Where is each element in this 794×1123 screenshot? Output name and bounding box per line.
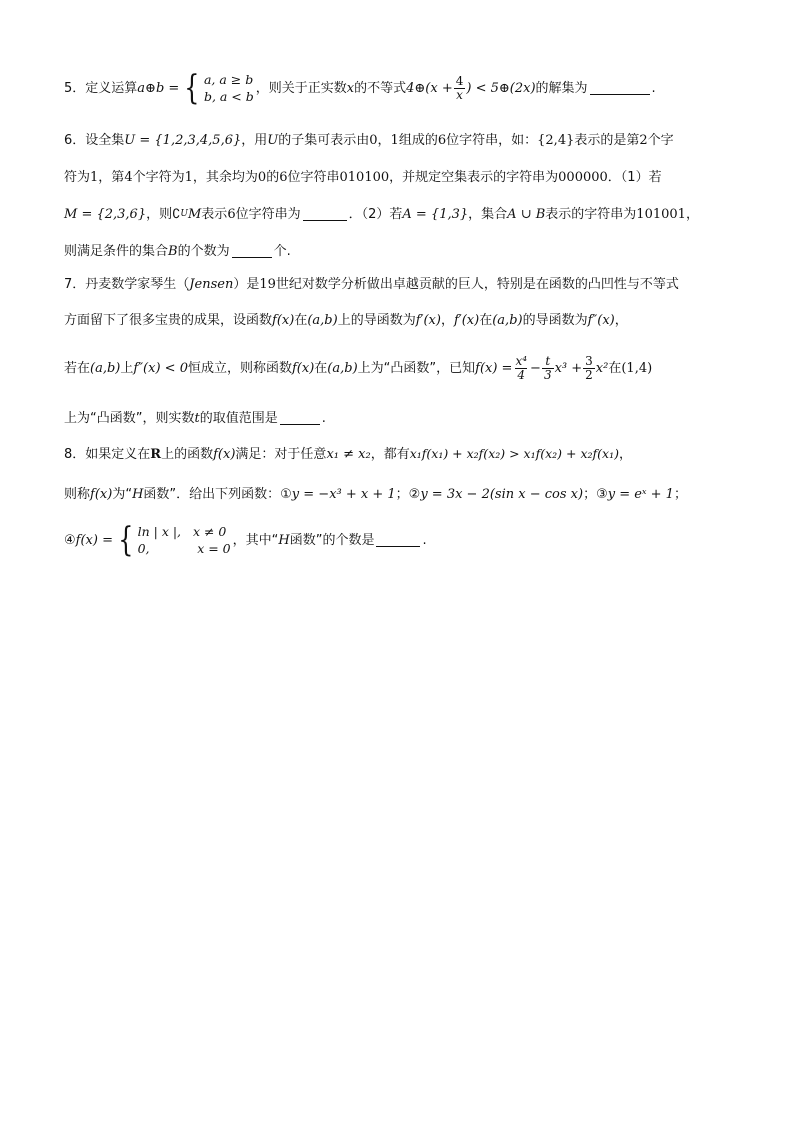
math-expression: f(x) — [213, 446, 236, 462]
text: . — [321, 410, 326, 426]
text: 的取值范围是 — [199, 410, 278, 426]
text: 若在 — [64, 360, 91, 376]
text: 为“ — [112, 486, 133, 502]
piecewise-definition — [181, 68, 254, 108]
math-expression: f(x) — [272, 312, 295, 328]
math-interval: (a,b) — [492, 312, 523, 328]
text: 在 — [314, 360, 328, 376]
math-interval: (a,b) — [307, 312, 338, 328]
numerator: t — [545, 353, 551, 368]
text: 组成的 — [398, 132, 438, 148]
question-7-line-2 — [64, 309, 734, 331]
math-expression: f′(x) — [453, 312, 480, 328]
math-variable: M — [187, 206, 202, 222]
text: 表示 — [201, 206, 228, 222]
text: 如果定义在 — [85, 446, 151, 462]
fraction — [454, 75, 466, 102]
case-row: 0, x = 0 — [137, 541, 231, 556]
text: 个字符为 — [132, 169, 185, 185]
text: 定义运算 — [85, 80, 138, 96]
bit-string: 000000 — [558, 169, 608, 185]
question-6-line-3: M = {2,3,6} ，则 ∁ U M 表示 6 位字符串为 ．（2）若 A = {1,3} ，集合 A ∪ B 表示的字符串为 101001 ， — [64, 206, 699, 222]
case-row: a, a ≥ b — [203, 72, 254, 87]
piecewise-definition — [115, 520, 231, 560]
text: 则满足条件的集合 — [64, 243, 169, 259]
text: ，则 — [146, 206, 173, 222]
math-expression: f(x) = — [475, 360, 513, 376]
text: ④ — [64, 532, 76, 548]
math-expression: {2,4} — [537, 132, 575, 148]
math-number: 1 — [90, 169, 99, 185]
math-expression: 4⊕(x + — [406, 80, 453, 96]
answer-blank[interactable] — [303, 208, 347, 221]
text: ， — [377, 132, 391, 148]
math-expression: x² — [595, 360, 609, 376]
text: 位字符串为 — [235, 206, 301, 222]
text: 在 — [479, 312, 493, 328]
answer-blank[interactable] — [280, 412, 320, 425]
numerator: x⁴ — [515, 353, 528, 368]
text: 位字符串 — [287, 169, 340, 185]
text: 的子集可表示由 — [278, 132, 370, 148]
math-expression: x₁ ≠ x₂ — [326, 446, 371, 462]
question-8-line-1 — [64, 444, 734, 464]
text: ，则关于正实数 — [255, 80, 347, 96]
math-number: 0 — [257, 169, 267, 185]
math-number: 6 — [437, 132, 447, 148]
numerator: 3 — [585, 353, 593, 368]
text: ，集合 — [468, 206, 508, 222]
text: 的 — [266, 169, 280, 185]
math-expression: A ∪ B — [507, 206, 546, 222]
math-expression: a⊕b = — [137, 80, 180, 96]
math-expression: f(x) — [291, 360, 315, 376]
question-6-line-2 — [64, 167, 734, 187]
math-expression: f(x) — [90, 486, 113, 502]
text: 在 — [294, 312, 308, 328]
case-row: ln | x |, x ≠ 0 — [137, 524, 227, 539]
question-7-line-3 — [64, 350, 734, 386]
math-expression: M = {2,3,6} — [64, 206, 147, 222]
text: 上为“凸函数”，则实数 — [64, 410, 195, 426]
text: 设全集 — [85, 132, 125, 148]
text: . — [651, 80, 656, 96]
text: ，用 — [241, 132, 268, 148]
math-number: 1 — [184, 169, 193, 185]
math-interval: (a,b) — [327, 360, 358, 376]
math-operator: − — [530, 360, 541, 376]
math-variable: B — [168, 243, 178, 259]
question-number: 8． — [64, 446, 86, 462]
text: ．（2）若 — [348, 206, 403, 222]
text: 则称 — [64, 486, 91, 502]
math-expression: f′(x) — [415, 312, 441, 328]
fraction — [542, 355, 554, 382]
text: 方面留下了很多宝贵的成果，设函数 — [64, 312, 273, 328]
math-number: 6 — [279, 169, 288, 185]
text: ，第 — [98, 169, 125, 185]
math-variable: U — [267, 132, 279, 148]
question-7-line-4 — [64, 408, 734, 428]
text: ；③ — [583, 486, 608, 502]
text: 上的导函数为 — [337, 312, 416, 328]
text: ， — [618, 446, 632, 462]
text: 在 — [608, 360, 622, 376]
question-number: 6． — [64, 132, 86, 148]
text: ，并规定空集表示的字符串为 — [389, 169, 559, 185]
denominator: 3 — [543, 367, 552, 382]
text: 表示的是第 — [574, 132, 640, 148]
denominator: 4 — [517, 367, 526, 382]
math-number: 6 — [227, 206, 236, 222]
math-variable: H — [132, 486, 144, 502]
text: 个. — [273, 243, 291, 259]
denominator: x — [456, 87, 463, 102]
function-option-3: y = eˣ + 1 — [607, 486, 674, 502]
text: 的个数为 — [177, 243, 230, 259]
text: ，其余均为 — [192, 169, 258, 185]
complement-symbol: ∁ — [172, 206, 181, 222]
math-number: 2 — [639, 132, 648, 148]
text: ）是 — [233, 276, 260, 292]
math-expression: f″(x) — [587, 312, 615, 328]
person-name: Jensen — [189, 276, 234, 292]
real-numbers-symbol: R — [150, 446, 162, 462]
text: 函数”．给出下列函数：① — [143, 486, 292, 502]
text: 表示的字符串为 — [545, 206, 637, 222]
question-5 — [64, 70, 734, 106]
math-expression: f(x) = — [75, 532, 113, 548]
math-number: 1 — [390, 132, 399, 148]
text: ， — [614, 312, 628, 328]
question-7-line-1 — [64, 274, 734, 294]
math-number: 4 — [124, 169, 133, 185]
text: ，其中“ — [232, 532, 279, 548]
denominator: 2 — [585, 367, 593, 382]
text: 的解集为 — [535, 80, 588, 96]
function-option-1: y = −x³ + x + 1 — [291, 486, 396, 502]
text: ．（1）若 — [607, 169, 662, 185]
text: 上 — [120, 360, 134, 376]
function-option-2: y = 3x − 2(sin x − cos x) — [420, 486, 584, 502]
text: 的不等式 — [354, 80, 407, 96]
text: 上为“凸函数”，已知 — [357, 360, 476, 376]
text: 恒成立，则称函数 — [187, 360, 292, 376]
numerator: 4 — [455, 73, 464, 88]
text: ， — [440, 312, 454, 328]
case-row: b, a < b — [203, 89, 254, 104]
text: ； — [673, 486, 687, 502]
answer-blank[interactable] — [232, 245, 272, 258]
bit-string: 010100 — [339, 169, 390, 185]
text: 个字 — [647, 132, 674, 148]
math-expression: x₁f(x₁) + x₂f(x₂) > x₁f(x₂) + x₂f(x₁) — [409, 445, 619, 461]
text: . — [422, 532, 427, 548]
text: ；② — [395, 486, 421, 502]
text: 函数”的个数是 — [289, 532, 375, 548]
text: 丹麦数学家琴生（ — [85, 276, 190, 292]
fraction — [583, 355, 595, 382]
question-8-line-2 — [64, 484, 734, 504]
question-number: 7． — [64, 276, 86, 292]
answer-blank[interactable] — [590, 82, 650, 95]
question-6-line-4 — [64, 241, 734, 261]
question-6-line-1 — [64, 130, 734, 150]
text: 世纪对数学分析做出卓越贡献的巨人，特别是在函数的凸凹性与不等式 — [275, 276, 679, 292]
text: 符为 — [64, 169, 91, 185]
math-variable: t — [194, 410, 200, 426]
question-8-line-3 — [64, 522, 734, 558]
math-expression: ) < 5⊕(2x) — [466, 80, 536, 96]
left-brace: { — [118, 520, 134, 560]
math-expression: U = {1,2,3,4,5,6} — [124, 132, 242, 148]
question-number: 5． — [64, 80, 86, 96]
text: 位字符串，如： — [446, 132, 538, 148]
math-variable: x — [346, 80, 355, 96]
math-interval: (a,b) — [90, 360, 121, 376]
math-variable: H — [278, 532, 290, 548]
text: ，都有 — [370, 446, 410, 462]
math-interval: (1,4) — [621, 360, 653, 376]
math-number: 0 — [369, 132, 378, 148]
math-expression: A = {1,3} — [402, 206, 469, 222]
text: 上的函数 — [161, 446, 214, 462]
math-expression: f″(x) < 0 — [133, 360, 188, 376]
math-expression: x³ + — [554, 360, 583, 376]
text: 满足：对于任意 — [235, 446, 327, 462]
text: ， — [685, 206, 699, 222]
text: 的导函数为 — [522, 312, 588, 328]
answer-blank[interactable] — [376, 534, 420, 547]
math-number: 19 — [259, 276, 276, 292]
fraction — [513, 355, 529, 382]
bit-string: 101001 — [636, 206, 686, 222]
left-brace: { — [184, 68, 200, 108]
